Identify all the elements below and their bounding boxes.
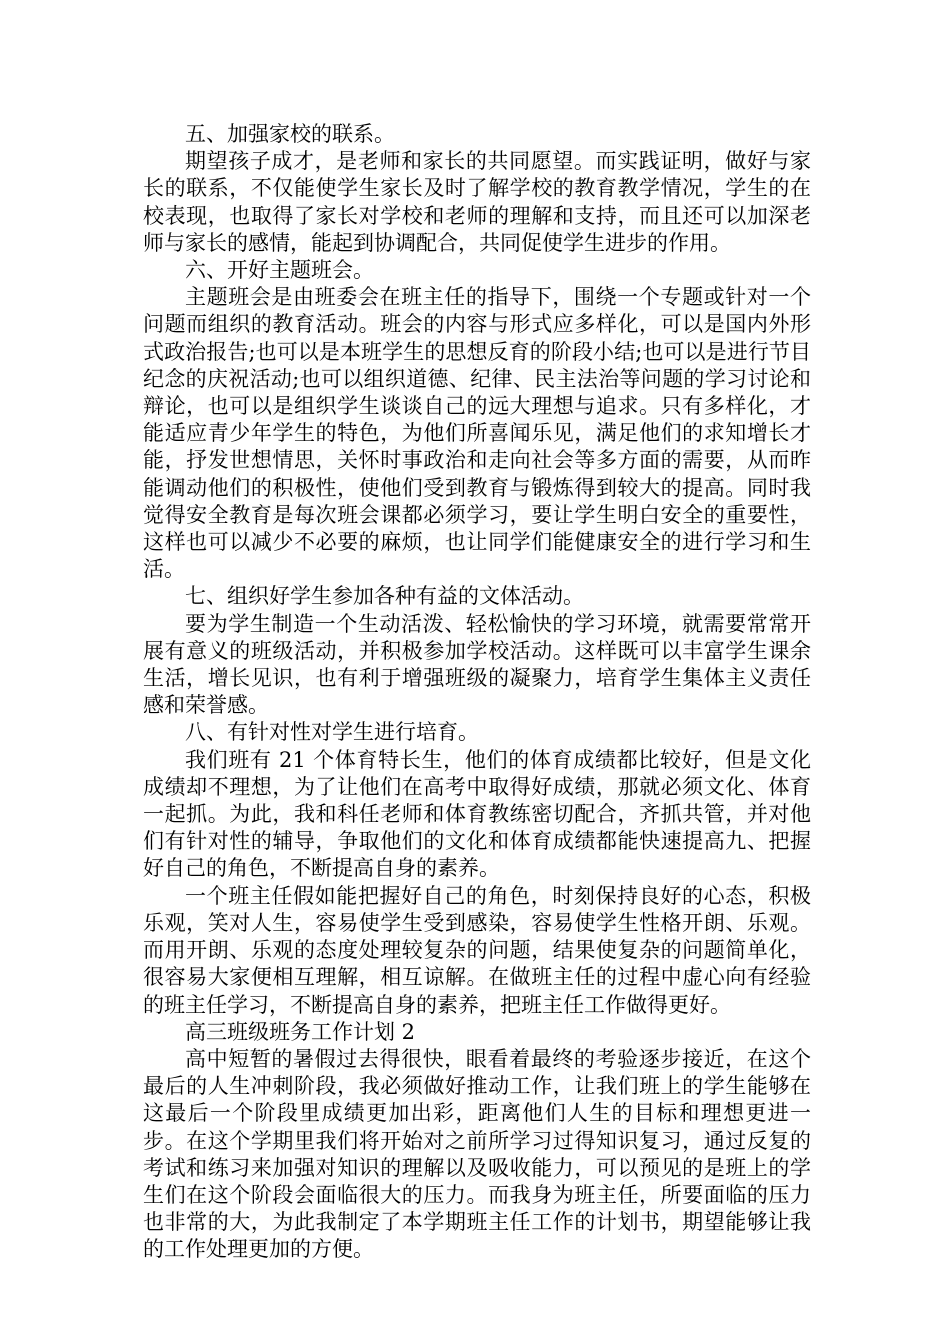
paragraph-cultural-sports-activities: 要为学生制造一个生动活泼、轻松愉快的学习环境，就需要常常开展有意义的班级活动，并积极参加学校活动。这样既可以丰富学生课余生活，增长见识，也有利于增强班级的凝聚力，培育学生集体主义责任感和荣誉感。 xyxy=(143,611,811,718)
paragraph-work-plan-intro: 高中短暂的暑假过去得很快，眼看着最终的考验逐步接近，在这个最后的人生冲刺阶段，我必须做好推动工作，让我们班上的学生能够在这最后一个阶段里成绩更加出彩，距离他们人生的目标和理想更进一步。在这个学期里我们将开始对之前所学习过得知识复习，通过反复的考试和练习来加强对知识的理解以及吸收能力，可以预见的是班上的学生们在这个阶段会面临很大的压力。而我身为班主任，所要面临的压力也非常的大，为此我制定了本学期班主任工作的计划书，期望能够让我的工作处理更加的方便。 xyxy=(143,1046,811,1262)
document-body xyxy=(143,121,811,1264)
heading-cultural-sports-activities: 七、组织好学生参加各种有益的文体活动。 xyxy=(185,584,584,609)
heading-targeted-education: 八、有针对性对学生进行培育。 xyxy=(185,720,479,745)
heading-theme-class-meeting: 六、开好主题班会。 xyxy=(185,258,374,283)
paragraph-home-school-contact: 期望孩子成才，是老师和家长的共同愿望。而实践证明，做好与家长的联系，不仅能使学生家长及时了解学校的教育教学情况，学生的在校表现，也取得了家长对学校和老师的理解和支持，而且还可以加深老师与家长的感情，能起到协调配合，共同促使学生进步的作用。 xyxy=(143,149,811,255)
paragraph-targeted-education: 我们班有 21 个体育特长生，他们的体育成绩都比较好，但是文化成绩却不理想，为了让他们在高考中取得好成绩，那就必须文化、体育一起抓。为此，我和科任老师和体育教练密切配合，齐抓共管，并对他们有针对性的辅导，争取他们的文化和体育成绩都能快速提高九、把握好自己的角色，不断提高自身的素养。 xyxy=(143,747,811,881)
heading-work-plan-2: 高三班级班务工作计划 2 xyxy=(185,1019,416,1044)
heading-home-school-contact: 五、加强家校的联系。 xyxy=(185,122,395,146)
paragraph-theme-class-meeting: 主题班会是由班委会在班主任的指导下，围绕一个专题或针对一个问题而组织的教育活动。班会的内容与形式应多样化，可以是国内外形式政治报告;也可以是本班学生的思想反育的阶段小结;也可以是进行节目纪念的庆祝活动;也可以组织道德、纪律、民主法治等问题的学习讨论和辩论，也可以是组织学生谈谈自己的远大理想与追求。只有多样化，才能适应青少年学生的特色，为他们所喜闻乐见，满足他们的求知增长才能，抒发世想情思，关怀时事政治和走向社会等多方面的需要，从而昨能调动他们的积极性，使他们受到教育与锻炼得到较大的提高。同时我觉得安全教育是每次班会课都必须学习，要让学生明白安全的重要性，这样也可以减少不必要的麻烦，也让同学们能健康安全的进行学习和生活。 xyxy=(143,285,811,582)
paragraph-head-teacher-role: 一个班主任假如能把握好自己的角色，时刻保持良好的心态，积极乐观，笑对人生，容易使学生受到感染，容易使学生性格开朗、乐观。而用开朗、乐观的态度处理较复杂的问题，结果使复杂的问题简单化，很容易大家便相互理解，相互谅解。在做班主任的过程中虚心向有经验的班主任学习，不断提高自身的素养，把班主任工作做得更好。 xyxy=(143,883,811,1017)
